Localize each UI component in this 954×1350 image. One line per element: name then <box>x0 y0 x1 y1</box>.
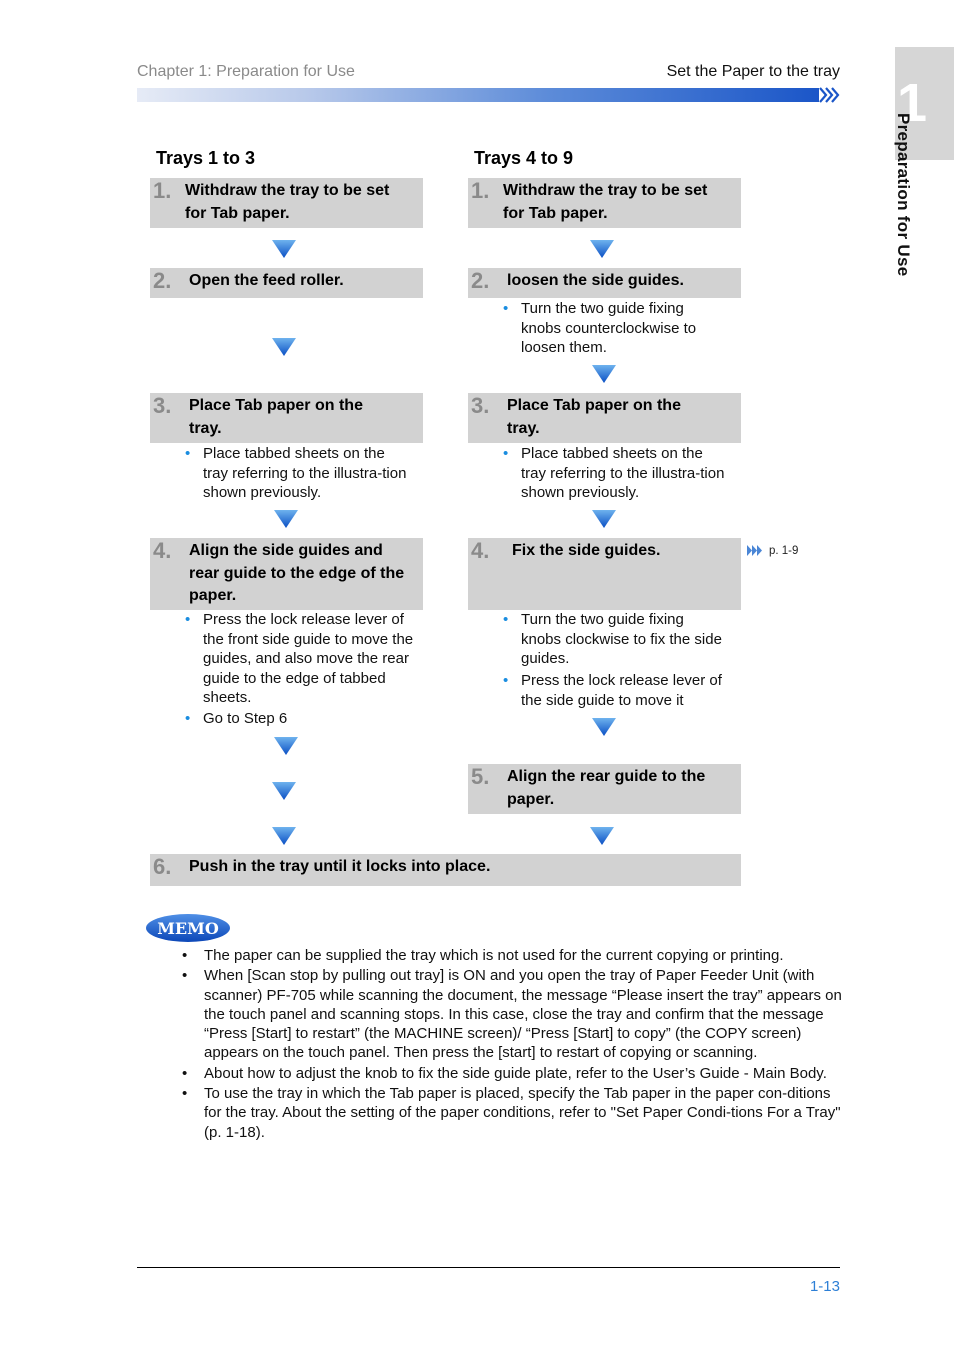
step-number: 5. <box>471 764 490 789</box>
step-number: 3. <box>153 393 172 418</box>
memo-item: • About how to adjust the knob to fix the side guide plate, refer to the User’s Guide - Main Body. <box>182 1064 827 1082</box>
step-text: Place Tab paper on the tray. <box>507 397 681 437</box>
down-arrow-icon <box>592 718 616 736</box>
bullet-item: • Place tabbed sheets on the tray referring to the illustra-tion shown previously. <box>503 445 725 501</box>
step-text: Push in the tray until it locks into place. <box>189 858 491 875</box>
down-arrow-icon <box>274 737 298 755</box>
bullet-item: • Press the lock release lever of the front side guide to move the guides, and also move the rear guide to the edge of tabbed sheets. <box>185 611 414 706</box>
memo-badge-icon <box>145 913 231 943</box>
step-text: Withdraw the tray to be set for Tab paper. <box>503 182 708 222</box>
reference-arrows-icon <box>747 545 764 556</box>
chapter-title: Chapter 1: Preparation for Use <box>137 63 355 80</box>
bullet-icon: • <box>185 611 191 628</box>
left-step-3 <box>150 393 423 443</box>
down-arrow-icon <box>272 782 296 800</box>
right-step-3 <box>468 393 741 443</box>
step-number: 3. <box>471 393 490 418</box>
header-gradient-bar <box>137 88 819 102</box>
down-arrow-icon <box>272 240 296 258</box>
bullet-icon: • <box>503 611 509 628</box>
down-arrow-icon <box>274 510 298 528</box>
down-arrow-icon <box>590 240 614 258</box>
chapter-side-label: Preparation for Use <box>894 113 913 277</box>
bullet-item: • Turn the two guide fixing knobs clockwise to fix the side guides. <box>503 611 722 667</box>
bullet-item: • Turn the two guide fixing knobs counterclockwise to loosen them. <box>503 300 697 356</box>
step-number: 4. <box>153 538 172 563</box>
down-arrow-icon <box>272 338 296 356</box>
memo-item: • The paper can be supplied the tray which is not used for the current copying or printing. <box>182 947 784 964</box>
right-step-1 <box>468 178 741 228</box>
bullet-item: • Go to Step 6 <box>185 710 288 727</box>
step-text: Withdraw the tray to be set for Tab paper. <box>185 182 390 222</box>
step-text: Open the feed roller. <box>189 272 344 289</box>
bullet-icon: • <box>503 672 509 689</box>
step-number: 1. <box>471 178 490 203</box>
step-text: Place Tab paper on the tray. <box>189 397 363 437</box>
right-step-2 <box>468 268 741 298</box>
step-text: Align the rear guide to the paper. <box>507 768 706 808</box>
final-step-6 <box>150 854 741 886</box>
down-arrow-icon <box>592 510 616 528</box>
page-reference-link[interactable] <box>747 545 798 557</box>
left-step-2 <box>150 268 423 298</box>
right-column-title: Trays 4 to 9 <box>474 148 574 168</box>
bullet-item: • Press the lock release lever of the side guide to move it <box>503 672 722 709</box>
step-number: 4. <box>471 538 490 563</box>
down-arrow-icon <box>590 827 614 845</box>
right-step-5 <box>468 764 741 814</box>
bullet-icon: • <box>185 710 191 727</box>
left-column-title: Trays 1 to 3 <box>156 148 256 168</box>
step-number: 2. <box>471 268 490 293</box>
memo-item: • To use the tray in which the Tab paper is placed, specify the Tab paper in the paper con-ditions for the tray. About the setting of the paper conditions, refer to "Set Paper Condi-tions For a Tray" (p. 1-18). <box>182 1085 841 1141</box>
page-number: 1-13 <box>809 1278 840 1295</box>
down-arrow-icon <box>272 827 296 845</box>
memo-list <box>182 946 842 1143</box>
left-step-4 <box>150 538 423 610</box>
memo-badge-text: MEMO <box>157 919 219 938</box>
bullet-icon: • <box>503 300 509 317</box>
chapter-side-number: 1 <box>897 73 928 133</box>
step-text: loosen the side guides. <box>507 272 684 289</box>
reference-text[interactable]: p. 1-9 <box>769 545 799 557</box>
step-text: Fix the side guides. <box>512 542 661 559</box>
section-title: Set the Paper to the tray <box>666 63 840 80</box>
bullet-icon: • <box>503 445 509 462</box>
step-number: 1. <box>153 178 172 203</box>
step-number: 6. <box>153 854 172 879</box>
step-text: Align the side guides and rear guide to the edge of the paper. <box>189 542 405 604</box>
bullet-item: • Place tabbed sheets on the tray referring to the illustra-tion shown previously. <box>185 445 407 501</box>
header-arrows-icon <box>818 85 842 105</box>
down-arrow-icon <box>592 365 616 383</box>
memo-item: • When [Scan stop by pulling out tray] is ON and you open the tray of Paper Feeder Unit (with scanner) PF-705 while scanning the document, the message “Please insert the tray” appears on the touch panel and scanning stops. In this case, close the tray and confirm that the message “Press [Start] to restart” (the MACHINE screen)/ “Press [Start] to copy” (the COPY screen) appears on the touch panel. Then press the [start] to restart of copying or scanning. <box>182 967 842 1062</box>
right-step-4 <box>468 538 741 610</box>
step-number: 2. <box>153 268 172 293</box>
footer-rule <box>137 1267 840 1268</box>
bullet-icon: • <box>185 445 191 462</box>
left-step-1 <box>150 178 423 228</box>
